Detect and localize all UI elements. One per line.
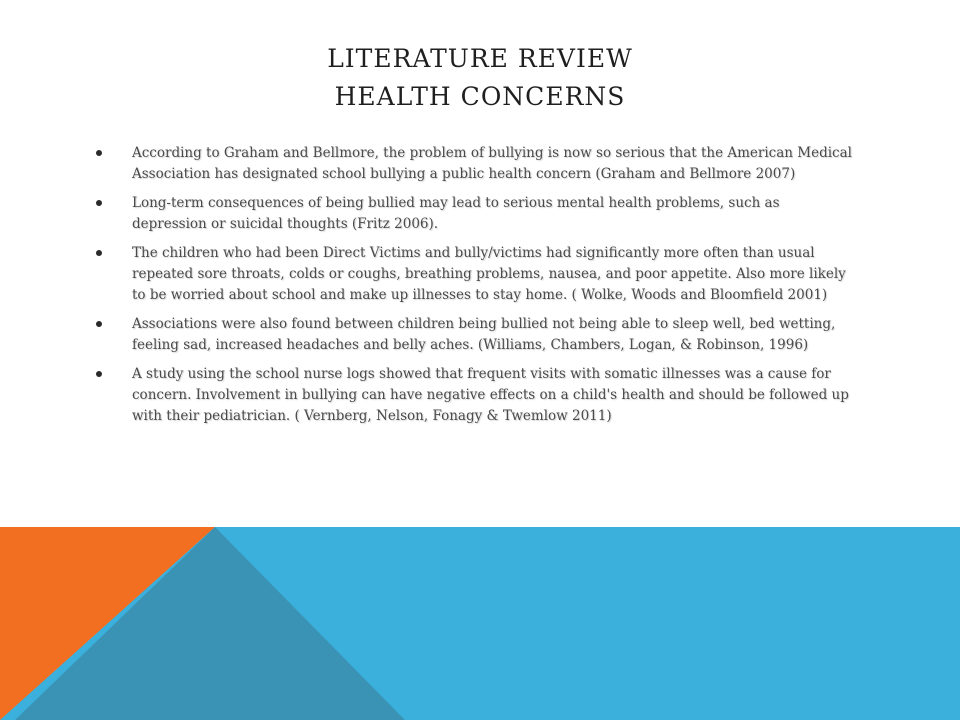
bullet-dot-icon: [96, 321, 102, 327]
bullet-item: [96, 193, 856, 235]
bullet-dot-icon: [96, 200, 102, 206]
bullet-text: Associations were also found between children being bullied not being able to sleep well, bed wetting, feeling sad, increased headaches and belly aches. (Williams, Chambers, Logan, & Robinson, 1996): [132, 316, 836, 353]
bullet-dot-icon: [96, 150, 102, 156]
bullet-list: [96, 143, 856, 435]
bullet-item: [96, 143, 856, 185]
bullet-text: According to Graham and Bellmore, the problem of bullying is now so serious that the American Medical Association has designated school bullying a public health concern (Graham and Bellmore 2007): [132, 145, 852, 182]
bullet-text: The children who had been Direct Victims and bully/victims had significantly more often than usual repeated sore throats, colds or coughs, breathing problems, nausea, and poor appetite. Also more likely to be worried about school and make up illnesses to stay home. ( Wolke, Woods and Bloomfield 2001): [132, 245, 846, 303]
slide-title: [0, 40, 960, 116]
bullet-item: [96, 314, 856, 356]
title-line-2: HEALTH CONCERNS: [334, 82, 626, 111]
bullet-text: A study using the school nurse logs showed that frequent visits with somatic illnesses was a cause for concern. Involvement in bullying can have negative effects on a child's health and should be followed up with their pediatrician. ( Vernberg, Nelson, Fonagy & Twemlow 2011): [132, 366, 849, 424]
decorative-footer: [0, 527, 960, 720]
bullet-item: [96, 243, 856, 306]
bullet-dot-icon: [96, 250, 102, 256]
bullet-text: Long-term consequences of being bullied may lead to serious mental health problems, such as depression or suicidal thoughts (Fritz 2006).: [132, 195, 780, 232]
bullet-item: [96, 364, 856, 427]
title-line-1: LITERATURE REVIEW: [327, 44, 633, 73]
bullet-dot-icon: [96, 371, 102, 377]
